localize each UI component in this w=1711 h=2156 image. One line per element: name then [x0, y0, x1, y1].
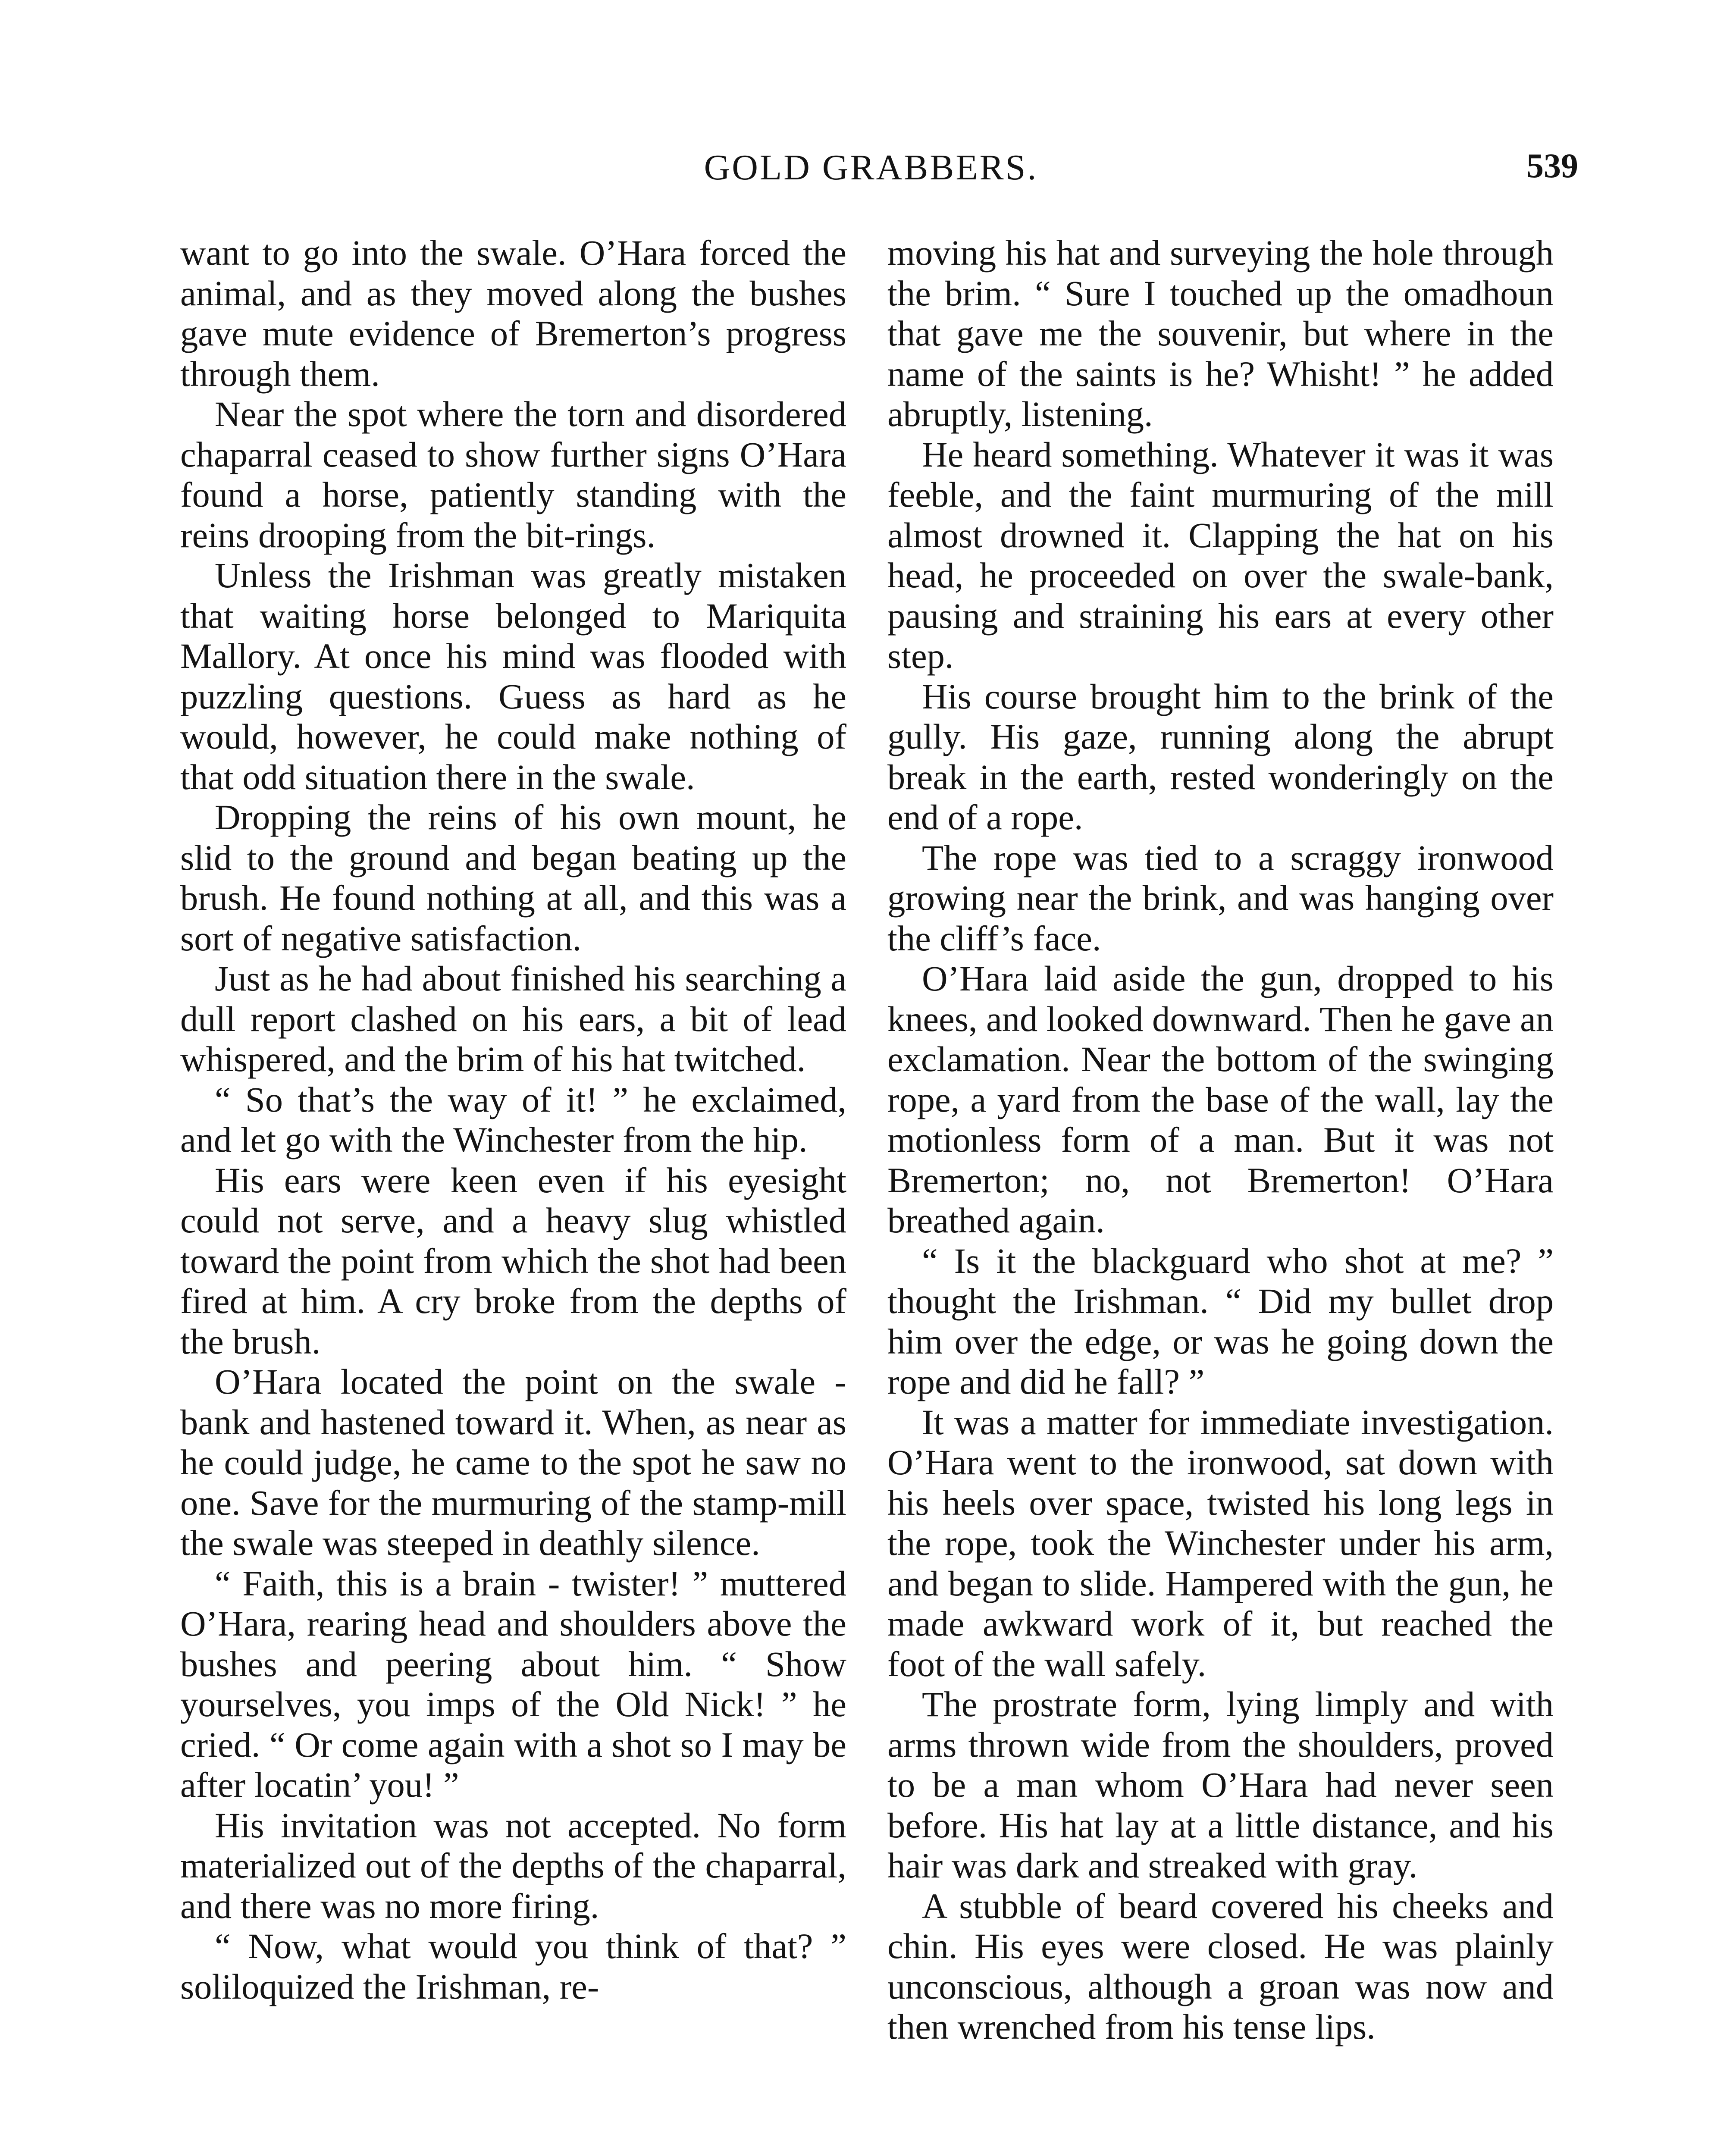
- running-title: GOLD GRABBERS.: [704, 147, 1038, 188]
- paragraph: He heard something. Whatever it was it was feeble, and the faint murmuring of the mill almost drowned it. Clapping the hat on his head, he proceeded on over the swale-bank, pausing and straining his ears at every other step.: [887, 434, 1554, 676]
- paragraph: O’Hara laid aside the gun, dropped to his knees, and looked downward. Then he gave an exclamation. Near the bottom of the swinging rope, a yard from the base of the wall, lay the motionless form of a man. But it was not Bremerton; no, not Bremerton! O’Hara breathed again.: [887, 959, 1554, 1240]
- paragraph: moving his hat and surveying the hole through the brim. “ Sure I touched up the omadhoun that gave me the souvenir, but where in the name of the saints is he? Whisht! ” he added abruptly, listening.: [887, 233, 1554, 434]
- paragraph: Dropping the reins of his own mount, he slid to the ground and began beating up the brush. He found nothing at all, and this was a sort of negative satisfaction.: [180, 797, 846, 958]
- paragraph: “ So that’s the way of it! ” he exclaimed, and let go with the Winchester from the hip.: [180, 1079, 846, 1159]
- paragraph: Just as he had about finished his searching a dull report clashed on his ears, a bit of lead whispered, and the brim of his hat twitched.: [180, 959, 846, 1079]
- paragraph: Unless the Irishman was greatly mistaken that waiting horse belonged to Mariquita Mallory. At once his mind was flooded with puzzling questions. Guess as hard as he would, however, he could make nothing of that odd situation there in the swale.: [180, 555, 846, 797]
- page-header: [181, 147, 1578, 194]
- left-column: [180, 233, 846, 2007]
- paragraph: His invitation was not accepted. No form materialized out of the depths of the chaparral, and there was no more firing.: [180, 1805, 846, 1926]
- paragraph: A stubble of beard covered his cheeks and chin. His eyes were closed. He was plainly unconscious, although a groan was now and then wrenched from his tense lips.: [887, 1886, 1554, 2046]
- paragraph: Near the spot where the torn and disordered chaparral ceased to show further signs O’Hara found a horse, patiently standing with the reins drooping from the bit-rings.: [180, 394, 846, 555]
- paragraph: “ Now, what would you think of that? ” soliloquized the Irishman, re-: [180, 1926, 846, 2006]
- paragraph: “ Is it the blackguard who shot at me? ” thought the Irishman. “ Did my bullet drop him over the edge, or was he going down the rope and did he fall? ”: [887, 1241, 1554, 1401]
- paragraph: The prostrate form, lying limply and with arms thrown wide from the shoulders, proved to be a man whom O’Hara had never seen before. His hat lay at a little distance, and his hair was dark and streaked with gray.: [887, 1684, 1554, 1885]
- paragraph: The rope was tied to a scraggy ironwood growing near the brink, and was hanging over the cliff’s face.: [887, 837, 1554, 958]
- paragraph: “ Faith, this is a brain - twister! ” muttered O’Hara, rearing head and shoulders above the bushes and peering about him. “ Show yourselves, you imps of the Old Nick! ” he cried. “ Or come again with a shot so I may be after locatin’ you! ”: [180, 1563, 846, 1805]
- paragraph: His ears were keen even if his eyesight could not serve, and a heavy slug whistled toward the point from which the shot had been fired at him. A cry broke from the depths of the brush.: [180, 1160, 846, 1361]
- paragraph: His course brought him to the brink of the gully. His gaze, running along the abrupt break in the earth, rested wonderingly on the end of a rope.: [887, 676, 1554, 837]
- paragraph: want to go into the swale. O’Hara forced the animal, and as they moved along the bushes gave mute evidence of Bremerton’s progress through them.: [180, 233, 846, 394]
- right-column: [887, 233, 1554, 2047]
- paragraph: O’Hara located the point on the swale - bank and hastened toward it. When, as near as he could judge, he came to the spot he saw no one. Save for the murmuring of the stamp-mill the swale was steeped in deathly silence.: [180, 1362, 846, 1563]
- paragraph: It was a matter for immediate investigation. O’Hara went to the ironwood, sat down with his heels over space, twisted his long legs in the rope, took the Winchester under his arm, and began to slide. Hampered with the gun, he made awkward work of it, but reached the foot of the wall safely.: [887, 1402, 1554, 1684]
- page-number: 539: [1526, 147, 1578, 185]
